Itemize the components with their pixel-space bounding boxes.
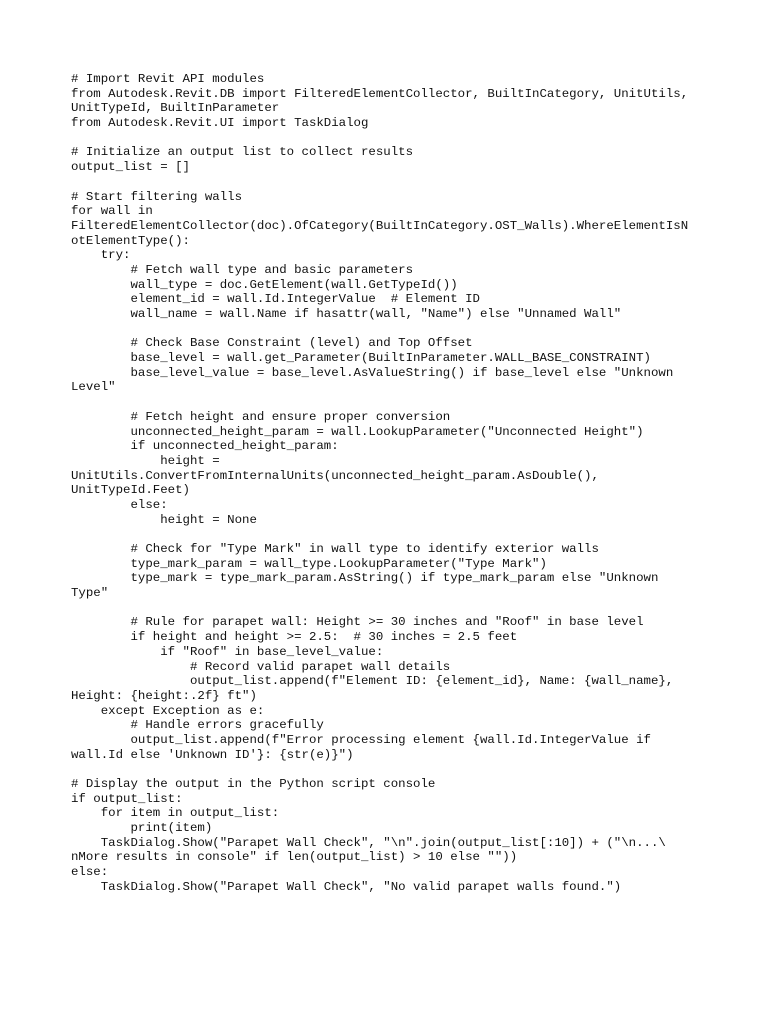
code-line: unconnected_height_param = wall.LookupParameter("Unconnected Height") xyxy=(71,424,644,439)
code-line xyxy=(71,395,711,410)
code-line: else: xyxy=(71,865,109,880)
code-line: if unconnected_height_param: xyxy=(71,439,339,454)
code-line: otElementType(): xyxy=(71,233,190,248)
code-line: # Initialize an output list to collect results xyxy=(71,145,414,160)
code-line: TaskDialog.Show("Parapet Wall Check", "No valid parapet walls found.") xyxy=(71,879,622,894)
code-line: # Handle errors gracefully xyxy=(71,718,324,733)
code-line: # Import Revit API modules xyxy=(71,72,265,86)
code-line: print(item) xyxy=(71,821,213,836)
code-line: base_level_value = base_level.AsValueString() if base_level else "Unknown xyxy=(71,365,674,380)
code-line: from Autodesk.Revit.UI import TaskDialog xyxy=(71,116,369,131)
code-line: # Start filtering walls xyxy=(71,189,243,204)
code-line: for wall in xyxy=(71,204,153,219)
code-line: wall_type = doc.GetElement(wall.GetTypeId()) xyxy=(71,277,458,292)
code-line: TaskDialog.Show("Parapet Wall Check", "\n".join(output_list[:10]) + ("\n...\ xyxy=(71,835,666,850)
code-line xyxy=(71,527,711,542)
code-line: output_list = [] xyxy=(71,160,190,175)
code-line: # Check for "Type Mark" in wall type to identify exterior walls xyxy=(71,542,599,556)
code-line: # Fetch wall type and basic parameters xyxy=(71,262,414,277)
code-line: try: xyxy=(71,248,131,263)
code-line: nMore results in console" if len(output_list) > 10 else "")) xyxy=(71,850,518,865)
code-line: output_list.append(f"Element ID: {element_id}, Name: {wall_name}, xyxy=(71,674,674,689)
code-line: # Record valid parapet wall details xyxy=(71,659,451,674)
code-line: if "Roof" in base_level_value: xyxy=(71,644,384,659)
code-line xyxy=(71,322,711,337)
code-line: else: xyxy=(71,497,168,512)
code-line: UnitTypeId.Feet) xyxy=(71,483,190,498)
code-line: # Fetch height and ensure proper conversion xyxy=(71,409,451,424)
code-line: Level" xyxy=(71,380,116,395)
code-line: # Display the output in the Python script console xyxy=(71,777,436,791)
code-line: if height and height >= 2.5: # 30 inches = 2.5 feet xyxy=(71,630,518,645)
code-line: height = xyxy=(71,453,220,468)
code-line: Height: {height:.2f} ft") xyxy=(71,688,257,703)
code-line: # Check Base Constraint (level) and Top Offset xyxy=(71,336,473,351)
code-line: FilteredElementCollector(doc).OfCategory(BuiltInCategory.OST_Walls).WhereElementIsN xyxy=(71,218,689,233)
code-line: height = None xyxy=(71,512,257,527)
code-line: from Autodesk.Revit.DB import FilteredElementCollector, BuiltInCategory, UnitUtils, xyxy=(71,86,689,101)
code-block xyxy=(71,72,711,895)
code-line xyxy=(71,131,711,146)
code-line: type_mark = type_mark_param.AsString() if type_mark_param else "Unknown xyxy=(71,571,659,586)
code-line: UnitTypeId, BuiltInParameter xyxy=(71,101,280,116)
code-line: base_level = wall.get_Parameter(BuiltInParameter.WALL_BASE_CONSTRAINT) xyxy=(71,351,651,366)
code-line: if output_list: xyxy=(71,791,183,806)
code-line: element_id = wall.Id.IntegerValue # Element ID xyxy=(71,292,480,307)
code-line: Type" xyxy=(71,586,109,601)
code-line xyxy=(71,601,711,616)
code-line xyxy=(71,175,711,190)
code-line: wall_name = wall.Name if hasattr(wall, "Name") else "Unnamed Wall" xyxy=(71,307,622,321)
code-line: wall.Id else 'Unknown ID'}: {str(e)}") xyxy=(71,747,354,762)
code-line: # Rule for parapet wall: Height >= 30 inches and "Roof" in base level xyxy=(71,615,644,630)
code-line: type_mark_param = wall_type.LookupParameter("Type Mark") xyxy=(71,556,547,571)
code-line: output_list.append(f"Error processing element {wall.Id.IntegerValue if xyxy=(71,732,651,747)
code-line: UnitUtils.ConvertFromInternalUnits(unconnected_height_param.AsDouble(), xyxy=(71,468,599,483)
code-line xyxy=(71,762,711,777)
code-line: for item in output_list: xyxy=(71,806,280,821)
code-line: except Exception as e: xyxy=(71,703,265,718)
